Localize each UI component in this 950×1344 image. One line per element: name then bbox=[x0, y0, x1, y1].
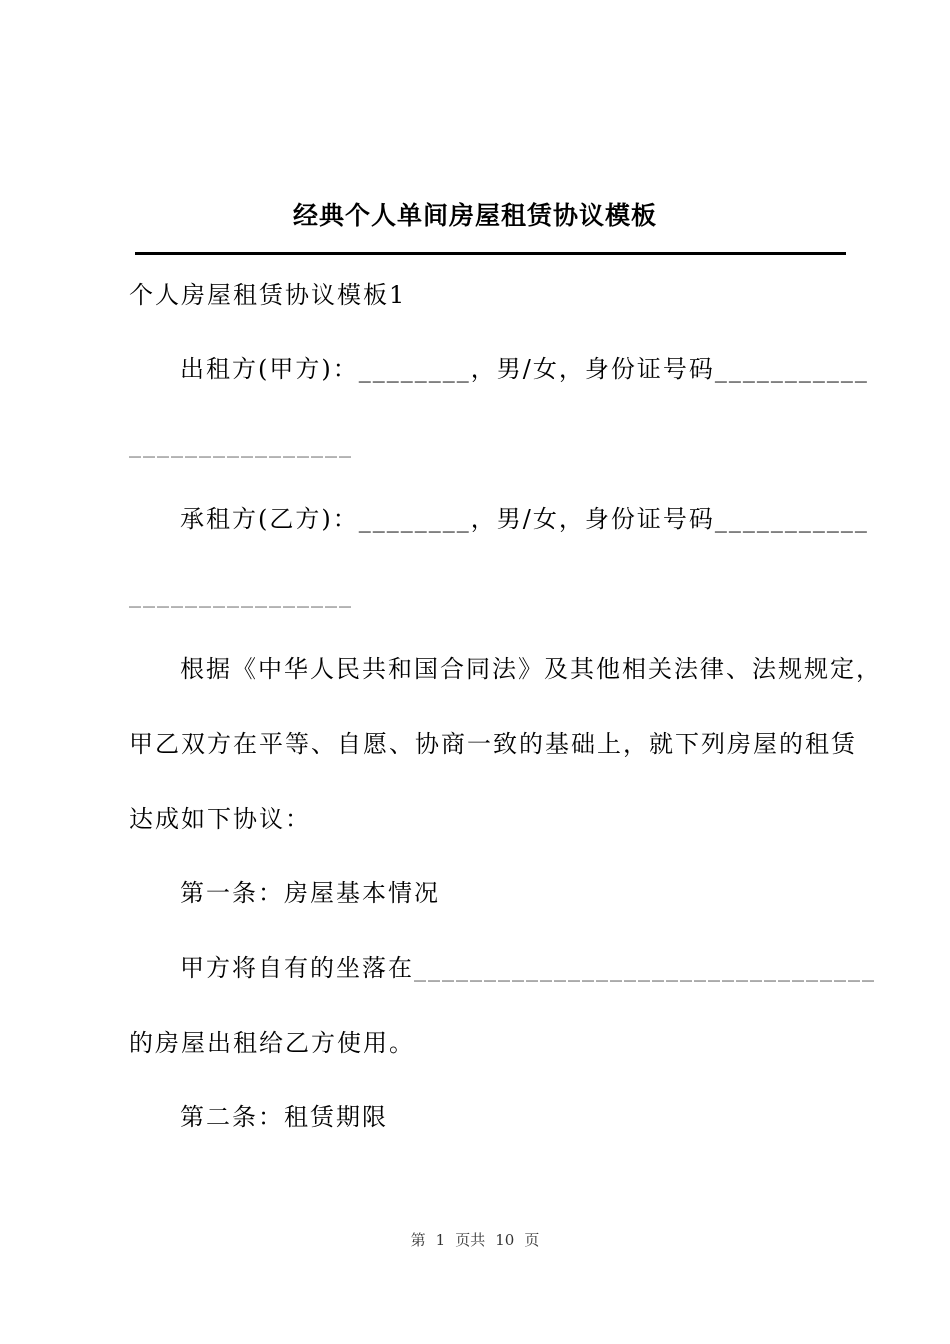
footer-middle: 页共 bbox=[455, 1231, 486, 1249]
preamble-line-1: 根据《中华人民共和国合同法》及其他相关法律、法规规定， bbox=[180, 655, 882, 683]
footer-total-pages: 10 bbox=[495, 1231, 515, 1249]
footer-suffix: 页 bbox=[524, 1231, 540, 1249]
lessee-id-blank-continued: ________________ bbox=[129, 580, 353, 608]
lessee-label: 承租方(乙方)： bbox=[180, 505, 359, 533]
title-underline bbox=[135, 252, 846, 255]
lessee-line bbox=[180, 505, 869, 533]
lessor-id-blank-continued: ________________ bbox=[129, 430, 353, 458]
article-1-heading: 第一条：房屋基本情况 bbox=[180, 879, 440, 907]
article-2-heading: 第二条：租赁期限 bbox=[180, 1103, 388, 1131]
article-1-text-line bbox=[180, 954, 876, 982]
address-blank: _________________________________ bbox=[414, 954, 876, 982]
lessor-label: 出租方(甲方)： bbox=[180, 355, 359, 383]
section-heading: 个人房屋租赁协议模板1 bbox=[129, 281, 407, 309]
footer-prefix: 第 bbox=[410, 1231, 426, 1249]
lessor-line bbox=[180, 355, 869, 383]
article-1-text-start: 甲方将自有的坐落在 bbox=[180, 954, 414, 982]
preamble-line-3: 达成如下协议： bbox=[129, 805, 311, 833]
footer-page-number: 1 bbox=[435, 1231, 446, 1249]
article-1-text-end: 的房屋出租给乙方使用。 bbox=[129, 1029, 415, 1057]
document-title: 经典个人单间房屋租赁协议模板 bbox=[292, 201, 657, 230]
preamble-line-2: 甲乙双方在平等、自愿、协商一致的基础上，就下列房屋的租赁 bbox=[129, 730, 857, 758]
lessor-gender-id-label: ，男/女，身份证号码 bbox=[470, 355, 715, 383]
lessee-gender-id-label: ，男/女，身份证号码 bbox=[470, 505, 715, 533]
lessor-name-blank: ________ bbox=[358, 355, 471, 383]
lessor-id-blank: ___________ bbox=[714, 355, 869, 383]
lessee-id-blank: ___________ bbox=[714, 505, 869, 533]
lessee-name-blank: ________ bbox=[358, 505, 471, 533]
page-footer bbox=[0, 1229, 950, 1250]
